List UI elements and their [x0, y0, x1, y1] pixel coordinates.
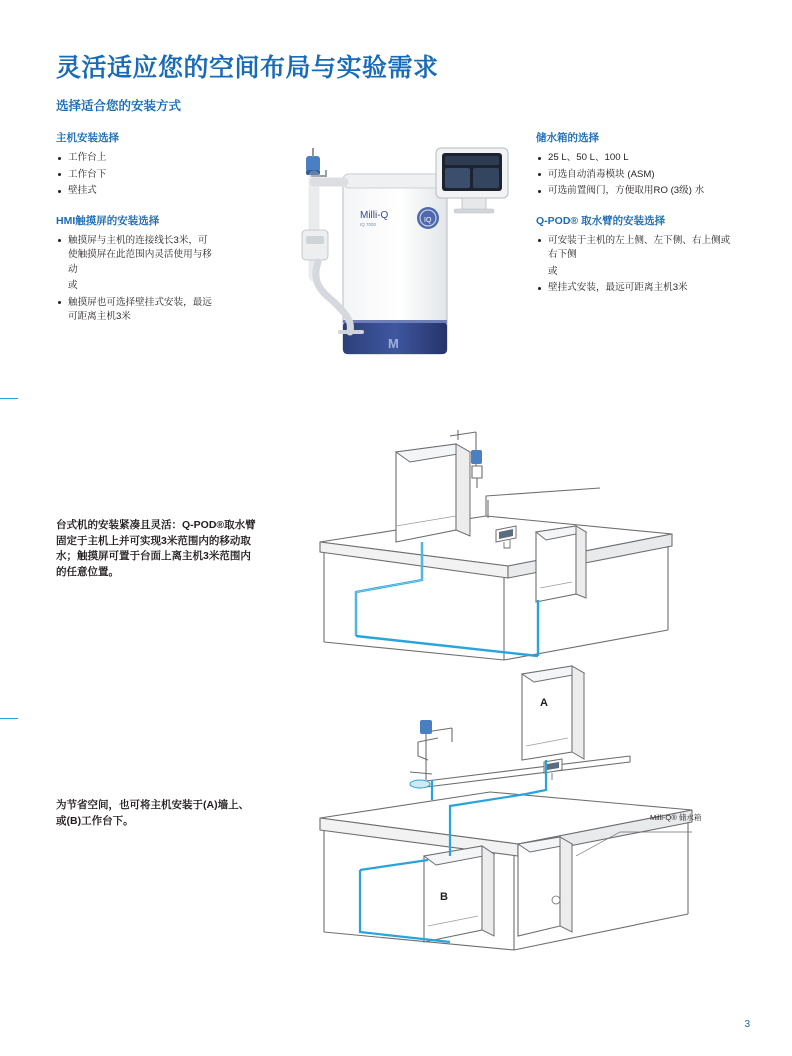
right-column	[536, 130, 736, 310]
callout-tank-label: Milli-Q® 储水箱	[650, 813, 702, 822]
list-item: 壁挂式	[56, 184, 216, 199]
list-item: 可选前置阀门，方便取用RO (3级) 水	[536, 184, 736, 199]
left-section1-heading: 主机安装选择	[56, 132, 119, 144]
caption-space-saving: 为节省空间，也可将主机安装于(A)墙上、或(B)工作台下。	[56, 799, 250, 827]
right-section1-heading: 储水箱的选择	[536, 132, 599, 144]
edge-rule-top	[0, 398, 18, 399]
list-item: 壁挂式安装，最远可距离主机3米	[536, 281, 736, 296]
page-number: 3	[744, 1019, 750, 1030]
right-section2-list	[536, 234, 736, 296]
list-item: 25 L、50 L、100 L	[536, 151, 736, 166]
list-item: 可选自动消毒模块 (ASM)	[536, 168, 736, 183]
illustration-benchtop-setup	[300, 430, 700, 670]
right-section2-heading: Q-POD® 取水臂的安装选择	[536, 214, 666, 227]
list-item: 工作台下	[56, 168, 216, 183]
right-section1-list	[536, 151, 736, 199]
list-item: 可安装于主机的左上侧、左下侧、右上侧或右下侧	[536, 234, 736, 263]
list-item: 工作台上	[56, 151, 216, 166]
svg-text:IQ 7000: IQ 7000	[360, 222, 377, 227]
list-item-or: 或	[548, 265, 558, 277]
list-item: 触摸屏也可选择壁挂式安装，最远可距离主机3米	[56, 296, 216, 325]
edge-rule-bottom	[0, 718, 18, 719]
illustration-wall-under-bench-setup	[300, 660, 720, 960]
illustration-product-unit	[240, 126, 520, 406]
list-item: 触摸屏与主机的连接线长3米，可使触摸屏在此范围内灵活使用与移动	[56, 234, 216, 278]
left-column	[56, 130, 216, 339]
left-section1-list	[56, 151, 216, 199]
list-item-or: 或	[68, 280, 78, 291]
page-subtitle: 选择适合您的安装方式	[56, 99, 182, 113]
svg-text:IQ: IQ	[424, 217, 432, 224]
marker-b-label: B	[440, 891, 448, 903]
brand-text: Milli-Q	[360, 210, 389, 221]
merck-m-logo: M	[388, 336, 399, 351]
page-title: 灵活适应您的空间布局与实验需求	[56, 54, 439, 82]
caption-benchtop: 台式机的安装紧凑且灵活：Q-POD®取水臂固定于主机上并可实现3米范围内的移动取水；触摸屏可置于台面上离主机3米范围内的任意位置。	[56, 519, 256, 578]
left-section2-list	[56, 234, 216, 325]
marker-a-label: A	[540, 697, 548, 709]
left-section2-heading: HMI触摸屏的安装选择	[56, 214, 160, 227]
